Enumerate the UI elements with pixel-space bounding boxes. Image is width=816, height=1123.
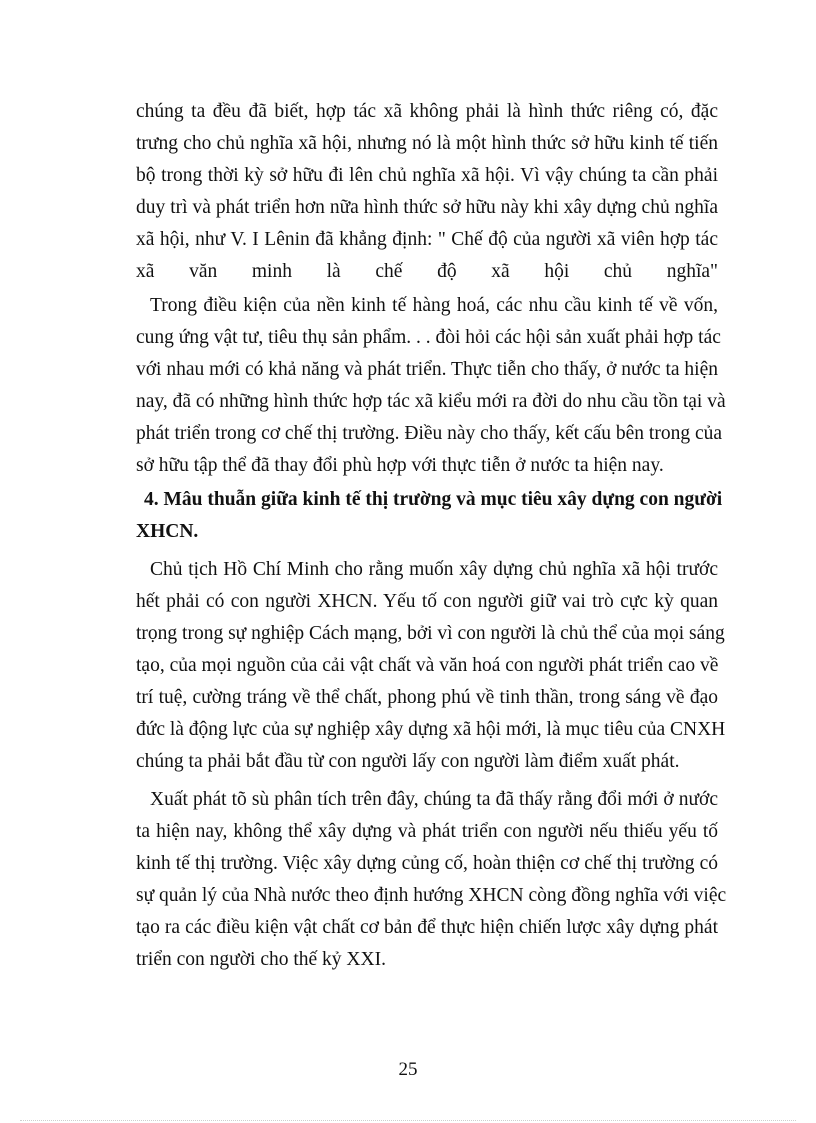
paragraph-3-line-4: tạo, của mọi nguồn của cải vật chất và văn hoá con người phát triển cao về bbox=[136, 655, 719, 676]
paragraph-2-line-5: phát triển trong cơ chế thị trường. Điều này cho thấy, kết cấu bên trong của bbox=[136, 423, 723, 444]
page-number: 25 bbox=[398, 1059, 418, 1080]
section-heading-line-1: 4. Mâu thuẫn giữa kinh tế thị trường và mục tiêu xây dựng con người bbox=[144, 489, 723, 510]
paragraph-1-line-6: xã văn minh là chế độ xã hội chủ nghĩa" bbox=[136, 261, 718, 282]
paragraph-3-line-3: trọng trong sự nghiệp Cách mạng, bởi vì con người là chủ thể của mọi sáng bbox=[136, 623, 725, 644]
paragraph-1-line-4: duy trì và phát triển hơn nữa hình thức sở hữu này khi xây dựng chủ nghĩa bbox=[136, 197, 718, 218]
paragraph-1-line-5: xã hội, như V. I Lênin đã khẳng định: " Chế độ của người xã viên hợp tác bbox=[136, 229, 718, 250]
paragraph-3-line-1: Chủ tịch Hồ Chí Minh cho rằng muốn xây dựng chủ nghĩa xã hội trước bbox=[150, 559, 718, 580]
paragraph-2-line-3: với nhau mới có khả năng và phát triển. Thực tiễn cho thấy, ở nước ta hiện bbox=[136, 359, 718, 380]
paragraph-2-line-4: nay, đã có những hình thức hợp tác xã kiểu mới ra đời do nhu cầu tồn tại và bbox=[136, 391, 726, 412]
paragraph-4-line-4: sự quản lý của Nhà nước theo định hướng XHCN còng đồng nghĩa với việc bbox=[136, 885, 727, 906]
paragraph-4-line-5: tạo ra các điều kiện vật chất cơ bản để thực hiện chiến lược xây dựng phát bbox=[136, 917, 718, 938]
page-bottom-divider bbox=[20, 1120, 796, 1121]
paragraph-3-line-2: hết phải có con người XHCN. Yếu tố con người giữ vai trò cực kỳ quan bbox=[136, 591, 718, 612]
paragraph-3-line-7: chúng ta phải bắt đầu từ con người lấy con người làm điểm xuất phát. bbox=[136, 751, 680, 772]
paragraph-2-line-2: cung ứng vật tư, tiêu thụ sản phẩm. . . đòi hỏi các hội sản xuất phải hợp tác bbox=[136, 327, 721, 348]
paragraph-4-line-6: triển con người cho thế kỷ XXI. bbox=[136, 949, 386, 970]
paragraph-2-line-6: sở hữu tập thể đã thay đổi phù hợp với thực tiễn ở nước ta hiện nay. bbox=[136, 455, 664, 476]
section-heading-line-2: XHCN. bbox=[136, 521, 199, 542]
paragraph-4-line-2: ta hiện nay, không thể xây dựng và phát triển con người nếu thiếu yếu tố bbox=[136, 821, 718, 842]
paragraph-4-line-3: kinh tế thị trường. Việc xây dựng củng cố, hoàn thiện cơ chế thị trường có bbox=[136, 853, 718, 874]
paragraph-3-line-6: đức là động lực của sự nghiệp xây dựng xã hội mới, là mục tiêu của CNXH bbox=[136, 719, 726, 740]
paragraph-4-line-1: Xuất phát tõ sù phân tích trên đây, chúng ta đã thấy rằng đổi mới ở nước bbox=[150, 789, 718, 810]
paragraph-3-line-5: trí tuệ, cường tráng về thể chất, phong phú về tinh thần, trong sáng về đạo bbox=[136, 687, 718, 708]
paragraph-1-line-3: bộ trong thời kỳ sở hữu đi lên chủ nghĩa xã hội. Vì vậy chúng ta cần phải bbox=[136, 165, 718, 186]
paragraph-1-line-2: trưng cho chủ nghĩa xã hội, nhưng nó là một hình thức sở hữu kinh tế tiến bbox=[136, 133, 718, 154]
paragraph-2-line-1: Trong điều kiện của nền kinh tế hàng hoá, các nhu cầu kinh tế về vốn, bbox=[150, 295, 718, 316]
paragraph-1-line-1: chúng ta đều đã biết, hợp tác xã không phải là hình thức riêng có, đặc bbox=[136, 101, 718, 122]
